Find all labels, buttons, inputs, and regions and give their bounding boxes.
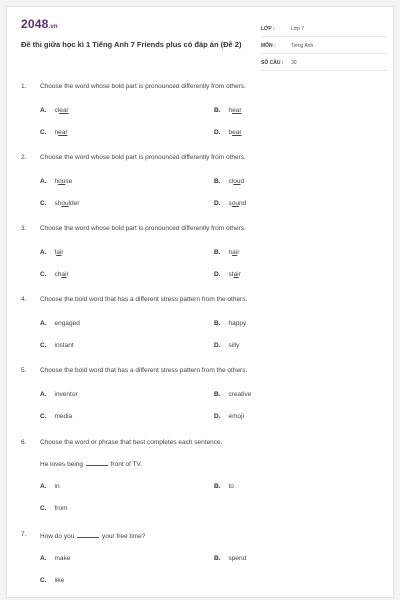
option-letter: D. (214, 342, 221, 349)
option-d[interactable] (214, 342, 239, 349)
option-text-underlined: ou (231, 200, 239, 207)
option-text-underlined: ai (232, 249, 238, 256)
option-letter: B. (214, 249, 221, 256)
meta-row-subject (261, 40, 387, 54)
answer-blank (77, 531, 99, 538)
option-d[interactable] (214, 271, 241, 278)
option-text: make (54, 555, 71, 562)
option-text: creative (228, 391, 252, 398)
option-b[interactable] (214, 249, 239, 256)
option-text-pre: cl (54, 107, 60, 114)
sentence-pre: He loves being (40, 461, 83, 468)
option-text-pre: sh (54, 200, 62, 207)
option-text: inventor (54, 391, 78, 398)
exam-header (21, 15, 383, 67)
question-sentence (40, 459, 142, 468)
option-text-pre: st (228, 271, 234, 278)
option-letter: B. (214, 483, 221, 490)
option-b[interactable] (214, 483, 234, 490)
option-letter: A. (40, 178, 47, 185)
option-text: from (54, 505, 68, 512)
option-text: instant (54, 342, 74, 349)
option-text: to (228, 483, 234, 490)
option-c[interactable] (40, 413, 72, 420)
option-b[interactable] (214, 107, 242, 114)
option-letter: A. (40, 555, 47, 562)
site-logo[interactable] (21, 17, 58, 31)
option-letter: D. (214, 413, 221, 420)
option-text: in (54, 483, 60, 490)
option-letter: D. (214, 271, 221, 278)
option-letter: B. (214, 320, 221, 327)
question-number: 6. (21, 439, 27, 446)
option-letter: A. (40, 249, 47, 256)
answer-blank (86, 459, 108, 466)
option-b[interactable] (214, 555, 246, 562)
exam-title: Đề thi giữa học kì 1 Tiếng Anh 7 Friends plus có đáp án (Đề 2) (21, 40, 242, 49)
option-text-post: r (66, 271, 69, 278)
option-letter: C. (40, 413, 47, 420)
question-number: 3. (21, 225, 27, 232)
option-text-underlined: ear (232, 129, 242, 136)
option-c[interactable] (40, 505, 68, 512)
sentence-post: front of TV. (110, 461, 143, 468)
logo-suffix: .vn (48, 24, 58, 30)
question-prompt: Choose the word whose bold part is pronounced differently from others. (40, 83, 246, 90)
option-text-underlined: ear (232, 107, 242, 114)
option-letter: C. (40, 200, 47, 207)
option-text-post: lder (68, 200, 80, 207)
option-letter: A. (40, 107, 47, 114)
option-text: silly (228, 342, 240, 349)
option-letter: C. (40, 577, 47, 584)
option-text: engaged (54, 320, 80, 327)
option-text-post: d (240, 178, 245, 185)
option-d[interactable] (214, 413, 244, 420)
option-a[interactable] (40, 391, 78, 398)
option-text: media (54, 413, 73, 420)
option-letter: B. (214, 178, 221, 185)
option-letter: D. (214, 200, 221, 207)
option-text-pre: cl (228, 178, 234, 185)
question-prompt: Choose the word whose bold part is pronounced differently from others. (40, 154, 246, 161)
meta-label: SỐ CÂU : (261, 60, 284, 66)
option-b[interactable] (214, 391, 251, 398)
option-c[interactable] (40, 342, 74, 349)
meta-row-class (261, 23, 387, 37)
exam-meta (261, 23, 387, 74)
option-text: happy (228, 320, 247, 327)
option-c[interactable] (40, 271, 69, 278)
option-text-pre: b (228, 129, 233, 136)
option-text-post: nd (238, 200, 247, 207)
option-a[interactable] (40, 107, 69, 114)
prompt-post: your free time? (101, 533, 146, 540)
option-a[interactable] (40, 249, 63, 256)
option-c[interactable] (40, 129, 68, 136)
option-text-post: r (237, 249, 240, 256)
meta-label: LỚP : (261, 26, 275, 32)
option-text-post: r (238, 271, 241, 278)
question-prompt: Choose the bold word that has a different stress pattern from the others. (40, 296, 248, 303)
option-letter: B. (214, 391, 221, 398)
option-b[interactable] (214, 178, 244, 185)
question-number: 7. (21, 531, 27, 538)
option-text-pre: h (54, 178, 59, 185)
option-letter: C. (40, 505, 47, 512)
option-letter: C. (40, 271, 47, 278)
option-text-underlined: ai (233, 271, 239, 278)
option-d[interactable] (214, 200, 246, 207)
option-letter: B. (214, 555, 221, 562)
option-text-underlined: ai (56, 249, 62, 256)
option-letter: A. (40, 483, 47, 490)
option-letter: A. (40, 391, 47, 398)
option-text-pre: h (228, 107, 233, 114)
option-letter: B. (214, 107, 221, 114)
meta-value: Lớp 7 (291, 26, 305, 32)
option-a[interactable] (40, 178, 72, 185)
option-text-underlined: ear (59, 107, 69, 114)
option-letter: D. (214, 129, 221, 136)
option-c[interactable] (40, 577, 64, 584)
exam-page (6, 6, 394, 598)
question-number: 5. (21, 367, 27, 374)
option-letter: C. (40, 129, 47, 136)
question-prompt: Choose the word whose bold part is pronounced differently from others. (40, 225, 246, 232)
option-text-pre: n (54, 129, 59, 136)
question-number: 1. (21, 83, 27, 90)
option-text-underlined: ou (61, 200, 69, 207)
option-a[interactable] (40, 555, 70, 562)
question-prompt: Choose the bold word that has a different stress pattern from the others. (40, 367, 248, 374)
meta-value: Tiếng Anh (291, 43, 314, 49)
option-text-post: se (65, 178, 73, 185)
option-text: emoji (228, 413, 245, 420)
question-number: 4. (21, 296, 27, 303)
option-text-pre: s (228, 200, 232, 207)
option-a[interactable] (40, 483, 60, 490)
option-text-underlined: ear (58, 129, 68, 136)
question-number: 2. (21, 154, 27, 161)
option-text-underlined: ai (61, 271, 67, 278)
question-prompt: Choose the word or phrase that best completes each sentence. (40, 439, 223, 446)
meta-label: MÔN : (261, 43, 276, 49)
option-letter: C. (40, 342, 47, 349)
option-text-underlined: ou (233, 178, 241, 185)
option-a[interactable] (40, 320, 80, 327)
prompt-pre: How do you (40, 533, 75, 540)
option-d[interactable] (214, 129, 242, 136)
option-text-underlined: ou (58, 178, 66, 185)
option-b[interactable] (214, 320, 246, 327)
logo-main: 2048 (21, 17, 49, 31)
option-text-pre: h (228, 249, 233, 256)
option-c[interactable] (40, 200, 79, 207)
option-text: spend (228, 555, 247, 562)
option-text: like (54, 577, 65, 584)
option-text-pre: ch (54, 271, 62, 278)
option-text-post: l (61, 249, 63, 256)
option-text-pre: f (54, 249, 57, 256)
question-prompt (40, 531, 145, 540)
meta-value: 30 (291, 60, 297, 66)
option-letter: A. (40, 320, 47, 327)
meta-row-count (261, 57, 387, 71)
